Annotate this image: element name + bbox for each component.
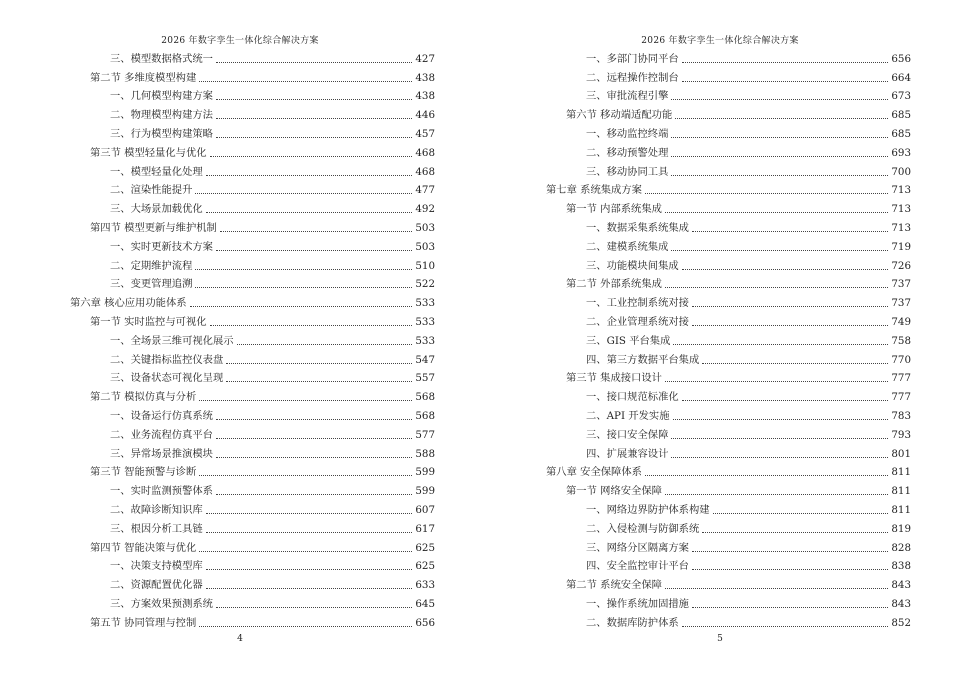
dot-leader	[692, 324, 888, 326]
toc-entry-page: 533	[415, 297, 435, 310]
dot-leader	[199, 399, 412, 401]
dot-leader	[702, 531, 888, 533]
dot-leader	[206, 568, 413, 570]
toc-entry[interactable]	[70, 103, 435, 122]
toc-entry[interactable]	[70, 122, 435, 141]
dot-leader	[226, 380, 412, 382]
toc-entry[interactable]	[546, 254, 911, 273]
toc-entry-label: 三、根因分析工具链	[110, 522, 203, 535]
dot-leader	[237, 343, 413, 345]
dot-leader	[692, 550, 888, 552]
toc-entry-page: 838	[891, 560, 911, 573]
dot-leader	[206, 587, 413, 589]
dot-leader	[673, 343, 888, 345]
toc-entry-page: 758	[891, 334, 911, 347]
toc-entry-page: 438	[415, 90, 435, 103]
toc-entry-page: 533	[415, 334, 435, 347]
dot-leader	[206, 174, 413, 176]
toc-entry-page: 599	[415, 466, 435, 479]
dot-leader	[206, 211, 413, 213]
toc-entry-page: 427	[415, 52, 435, 65]
dot-leader	[682, 61, 889, 63]
toc-entry[interactable]	[546, 85, 911, 104]
toc-entry[interactable]	[70, 160, 435, 179]
toc-entry-label: 第二节 系统安全保障	[566, 579, 662, 592]
toc-entry-page: 468	[415, 146, 435, 159]
toc-entry[interactable]	[70, 423, 435, 442]
dot-leader	[671, 155, 888, 157]
toc-entry-label: 一、实时更新技术方案	[110, 240, 213, 253]
toc-entry-page: 568	[415, 391, 435, 404]
dot-leader	[216, 493, 412, 495]
dot-leader	[682, 80, 889, 82]
toc-entry-page: 547	[415, 353, 435, 366]
toc-entry[interactable]	[70, 254, 435, 273]
toc-entry-page: 468	[415, 165, 435, 178]
toc-entry-page: 664	[891, 71, 911, 84]
toc-entry-label: 第二节 模拟仿真与分析	[90, 391, 197, 404]
dot-leader	[682, 268, 889, 270]
toc-entry-page: 503	[415, 240, 435, 253]
toc-entry[interactable]	[70, 442, 435, 461]
toc-entry-page: 700	[891, 165, 911, 178]
dot-leader	[190, 305, 413, 307]
page-header: 2026 年数字孪生一体化综合解决方案	[161, 36, 319, 46]
toc-entry[interactable]	[70, 141, 435, 160]
toc-entry[interactable]	[546, 310, 911, 329]
toc-entry-page: 503	[415, 221, 435, 234]
dot-leader	[665, 493, 888, 495]
toc-entry[interactable]	[546, 404, 911, 423]
toc-entry-label: 一、模型轻量化处理	[110, 165, 203, 178]
toc-entry[interactable]	[546, 611, 911, 630]
page-number: 5	[717, 634, 723, 644]
toc-entry[interactable]	[546, 160, 911, 179]
toc-entry[interactable]	[70, 291, 435, 310]
toc-entry-label: 三、变更管理追溯	[110, 278, 193, 291]
toc-entry-page: 685	[891, 109, 911, 122]
toc-entry[interactable]	[70, 592, 435, 611]
dot-leader	[692, 305, 888, 307]
toc-entry-label: 一、几何模型构建方案	[110, 90, 213, 103]
dot-leader	[665, 380, 888, 382]
toc-entry-label: 一、多部门协同平台	[586, 52, 679, 65]
dot-leader	[665, 587, 888, 589]
toc-entry-page: 777	[891, 391, 911, 404]
toc-entry-label: 二、API 开发实施	[586, 409, 670, 422]
toc-entry-label: 三、审批流程引擎	[586, 90, 669, 103]
dot-leader	[665, 286, 888, 288]
toc-entry[interactable]	[546, 367, 911, 386]
toc-entry-page: 770	[891, 353, 911, 366]
toc-entry[interactable]	[546, 517, 911, 536]
toc-entry[interactable]	[70, 479, 435, 498]
dot-leader	[220, 230, 413, 232]
toc-entry-label: 一、实时监测预警体系	[110, 485, 213, 498]
toc-entry-label: 二、移动预警处理	[586, 146, 669, 159]
dot-leader	[682, 399, 889, 401]
toc-entry-page: 533	[415, 315, 435, 328]
toc-entry-page: 726	[891, 259, 911, 272]
toc-entry[interactable]	[70, 536, 435, 555]
toc-entry[interactable]	[546, 385, 911, 404]
toc-entry-page: 852	[891, 616, 911, 629]
toc-entry-page: 819	[891, 522, 911, 535]
toc-entry[interactable]	[546, 103, 911, 122]
dot-leader	[713, 512, 889, 514]
toc-entry-page: 557	[415, 372, 435, 385]
toc-entry-label: 二、业务流程仿真平台	[110, 428, 213, 441]
dot-leader	[216, 418, 412, 420]
toc-entry-page: 438	[415, 71, 435, 84]
toc-entry-page: 645	[415, 597, 435, 610]
toc-entry-label: 三、方案效果预测系统	[110, 597, 213, 610]
dot-leader	[195, 286, 412, 288]
toc-entry-page: 633	[415, 579, 435, 592]
toc-entry-label: 一、数据采集系统集成	[586, 221, 689, 234]
toc-entry-page: 737	[891, 297, 911, 310]
toc-entry-page: 492	[415, 203, 435, 216]
dot-leader	[216, 136, 412, 138]
dot-leader	[199, 474, 412, 476]
toc-entry-label: 第七章 系统集成方案	[546, 184, 642, 197]
toc-entry-label: 二、入侵检测与防御系统	[586, 522, 700, 535]
dot-leader	[665, 211, 888, 213]
toc-entry-page: 843	[891, 597, 911, 610]
toc-entry[interactable]	[70, 517, 435, 536]
toc-entry-page: 588	[415, 447, 435, 460]
toc-entry-page: 607	[415, 503, 435, 516]
toc-entry-page: 801	[891, 447, 911, 460]
toc-entry-label: 四、扩展兼容设计	[586, 447, 669, 460]
toc-entry[interactable]	[70, 348, 435, 367]
toc-entry[interactable]	[70, 385, 435, 404]
toc-entry[interactable]	[546, 273, 911, 292]
dot-leader	[216, 61, 412, 63]
dot-leader	[226, 362, 412, 364]
toc-entry[interactable]	[546, 216, 911, 235]
toc-entry-label: 第四节 智能决策与优化	[90, 541, 197, 554]
toc-entry-page: 446	[415, 109, 435, 122]
toc-entry-page: 577	[415, 428, 435, 441]
dot-leader	[692, 606, 888, 608]
page-number: 4	[237, 634, 243, 644]
toc-entry-label: 二、建模系统集成	[586, 240, 669, 253]
dot-leader	[199, 80, 412, 82]
toc-entry-label: 第二节 外部系统集成	[566, 278, 662, 291]
toc-entry-label: 三、行为模型构建策略	[110, 127, 213, 140]
dot-leader	[675, 117, 888, 119]
right-page	[480, 0, 960, 682]
toc-entry-page: 713	[891, 221, 911, 234]
dot-leader	[195, 268, 412, 270]
toc-entry-page: 811	[891, 485, 911, 498]
toc-entry[interactable]	[546, 197, 911, 216]
toc-entry[interactable]	[546, 179, 911, 198]
dot-leader	[671, 456, 888, 458]
dot-leader	[216, 98, 412, 100]
toc-entry-label: 二、企业管理系统对接	[586, 315, 689, 328]
dot-leader	[645, 474, 888, 476]
toc-entry[interactable]	[70, 273, 435, 292]
toc-entry[interactable]	[546, 47, 911, 66]
toc-entry[interactable]	[546, 348, 911, 367]
toc-entry-page: 685	[891, 127, 911, 140]
dot-leader	[199, 550, 412, 552]
toc-entry[interactable]	[546, 423, 911, 442]
toc-entry-label: 二、物理模型构建方法	[110, 109, 213, 122]
toc-entry-label: 一、设备运行仿真系统	[110, 409, 213, 422]
toc-entry-page: 737	[891, 278, 911, 291]
toc-entry[interactable]	[70, 404, 435, 423]
toc-entry-label: 二、数据库防护体系	[586, 616, 679, 629]
toc-entry-page: 811	[891, 466, 911, 479]
toc-entry[interactable]	[546, 66, 911, 85]
toc-entry-page: 693	[891, 146, 911, 159]
toc-entry[interactable]	[70, 197, 435, 216]
toc-entry-label: 一、工业控制系统对接	[586, 297, 689, 310]
toc-entry-page: 843	[891, 579, 911, 592]
toc-entry-page: 811	[891, 503, 911, 516]
toc-entry-label: 一、移动监控终端	[586, 127, 669, 140]
toc-entry-label: 一、决策支持模型库	[110, 560, 203, 573]
toc-entry[interactable]	[546, 573, 911, 592]
toc-entry-label: 第三节 智能预警与诊断	[90, 466, 197, 479]
toc-entry-label: 二、关键指标监控仪表盘	[110, 353, 224, 366]
toc-entry[interactable]	[546, 592, 911, 611]
dot-leader	[702, 362, 888, 364]
dot-leader	[206, 512, 413, 514]
toc-entry[interactable]	[546, 498, 911, 517]
toc-entry-page: 617	[415, 522, 435, 535]
toc-entry[interactable]	[70, 179, 435, 198]
toc-entry[interactable]	[546, 536, 911, 555]
dot-leader	[216, 606, 412, 608]
toc-entry[interactable]	[70, 329, 435, 348]
dot-leader	[199, 625, 412, 627]
toc-entry-label: 第六章 核心应用功能体系	[70, 297, 187, 310]
toc-entry[interactable]	[70, 367, 435, 386]
dot-leader	[671, 98, 888, 100]
toc-entry-label: 第六节 移动端适配功能	[566, 109, 673, 122]
dot-leader	[206, 531, 413, 533]
toc-entry-page: 713	[891, 203, 911, 216]
toc-entry[interactable]	[546, 442, 911, 461]
toc-entry[interactable]	[70, 235, 435, 254]
toc-entry-label: 三、模型数据格式统一	[110, 52, 213, 65]
toc-entry-label: 二、资源配置优化器	[110, 579, 203, 592]
toc-entry[interactable]	[70, 66, 435, 85]
toc-entry[interactable]	[546, 555, 911, 574]
toc-entry-label: 三、功能模块间集成	[586, 259, 679, 272]
toc-entry-page: 457	[415, 127, 435, 140]
toc-entry-page: 719	[891, 240, 911, 253]
toc-entry-label: 三、GIS 平台集成	[586, 334, 671, 347]
toc-entry[interactable]	[546, 461, 911, 480]
toc-entry-page: 777	[891, 372, 911, 385]
toc-entry-page: 568	[415, 409, 435, 422]
toc-list	[546, 47, 911, 630]
toc-entry-label: 一、操作系统加固措施	[586, 597, 689, 610]
toc-entry[interactable]	[70, 498, 435, 517]
dot-leader	[671, 136, 888, 138]
toc-entry-label: 二、故障诊断知识库	[110, 503, 203, 516]
toc-entry-label: 第一节 内部系统集成	[566, 203, 662, 216]
dot-leader	[692, 568, 888, 570]
toc-entry-label: 一、接口规范标准化	[586, 391, 679, 404]
toc-entry[interactable]	[546, 141, 911, 160]
toc-entry-page: 828	[891, 541, 911, 554]
toc-entry-label: 第二节 多维度模型构建	[90, 71, 197, 84]
toc-entry-page: 599	[415, 485, 435, 498]
toc-entry-label: 三、接口安全保障	[586, 428, 669, 441]
toc-entry-page: 749	[891, 315, 911, 328]
toc-entry-label: 三、网络分区隔离方案	[586, 541, 689, 554]
toc-entry-label: 第八章 安全保障体系	[546, 466, 642, 479]
toc-entry[interactable]	[70, 310, 435, 329]
dot-leader	[216, 249, 412, 251]
toc-entry-page: 783	[891, 409, 911, 422]
toc-entry-label: 四、第三方数据平台集成	[586, 353, 700, 366]
toc-entry-label: 二、远程操作控制台	[586, 71, 679, 84]
toc-list	[70, 47, 435, 630]
toc-entry-label: 二、定期维护流程	[110, 259, 193, 272]
dot-leader	[673, 418, 889, 420]
dot-leader	[671, 249, 888, 251]
toc-entry[interactable]	[546, 479, 911, 498]
toc-entry[interactable]	[546, 122, 911, 141]
toc-entry-page: 673	[891, 90, 911, 103]
toc-entry-page: 713	[891, 184, 911, 197]
toc-entry-page: 793	[891, 428, 911, 441]
dot-leader	[216, 456, 412, 458]
toc-entry[interactable]	[70, 555, 435, 574]
toc-entry-page: 625	[415, 560, 435, 573]
toc-entry-label: 第四节 模型更新与维护机制	[90, 221, 217, 234]
toc-entry-page: 510	[415, 259, 435, 272]
toc-entry-label: 三、设备状态可视化呈现	[110, 372, 224, 385]
dot-leader	[210, 155, 413, 157]
toc-entry-label: 三、移动协同工具	[586, 165, 669, 178]
dot-leader	[682, 625, 889, 627]
toc-entry[interactable]	[70, 85, 435, 104]
toc-entry[interactable]	[70, 47, 435, 66]
toc-entry[interactable]	[546, 235, 911, 254]
dot-leader	[671, 437, 888, 439]
toc-entry-label: 第三节 模型轻量化与优化	[90, 146, 207, 159]
toc-entry-page: 656	[415, 616, 435, 629]
toc-entry-page: 625	[415, 541, 435, 554]
toc-entry-page: 656	[891, 52, 911, 65]
dot-leader	[195, 192, 412, 194]
dot-leader	[692, 230, 888, 232]
toc-entry[interactable]	[70, 461, 435, 480]
toc-entry-label: 一、网络边界防护体系构建	[586, 503, 710, 516]
dot-leader	[216, 437, 412, 439]
toc-entry-label: 三、异常场景推演模块	[110, 447, 213, 460]
dot-leader	[216, 117, 412, 119]
toc-entry-label: 四、安全监控审计平台	[586, 560, 689, 573]
toc-entry-label: 一、全场景三维可视化展示	[110, 334, 234, 347]
toc-entry-label: 第一节 实时监控与可视化	[90, 315, 207, 328]
toc-entry[interactable]	[70, 216, 435, 235]
toc-entry-label: 第五节 协同管理与控制	[90, 616, 197, 629]
toc-entry[interactable]	[70, 611, 435, 630]
dot-leader	[671, 174, 888, 176]
toc-entry-label: 第一节 网络安全保障	[566, 485, 662, 498]
toc-entry[interactable]	[70, 573, 435, 592]
toc-entry-page: 477	[415, 184, 435, 197]
toc-entry[interactable]	[546, 329, 911, 348]
page-header: 2026 年数字孪生一体化综合解决方案	[641, 36, 799, 46]
dot-leader	[210, 324, 413, 326]
toc-entry-page: 522	[415, 278, 435, 291]
toc-entry-label: 二、渲染性能提升	[110, 184, 193, 197]
dot-leader	[645, 192, 888, 194]
toc-entry[interactable]	[546, 291, 911, 310]
toc-entry-label: 三、大场景加载优化	[110, 203, 203, 216]
toc-entry-label: 第三节 集成接口设计	[566, 372, 662, 385]
